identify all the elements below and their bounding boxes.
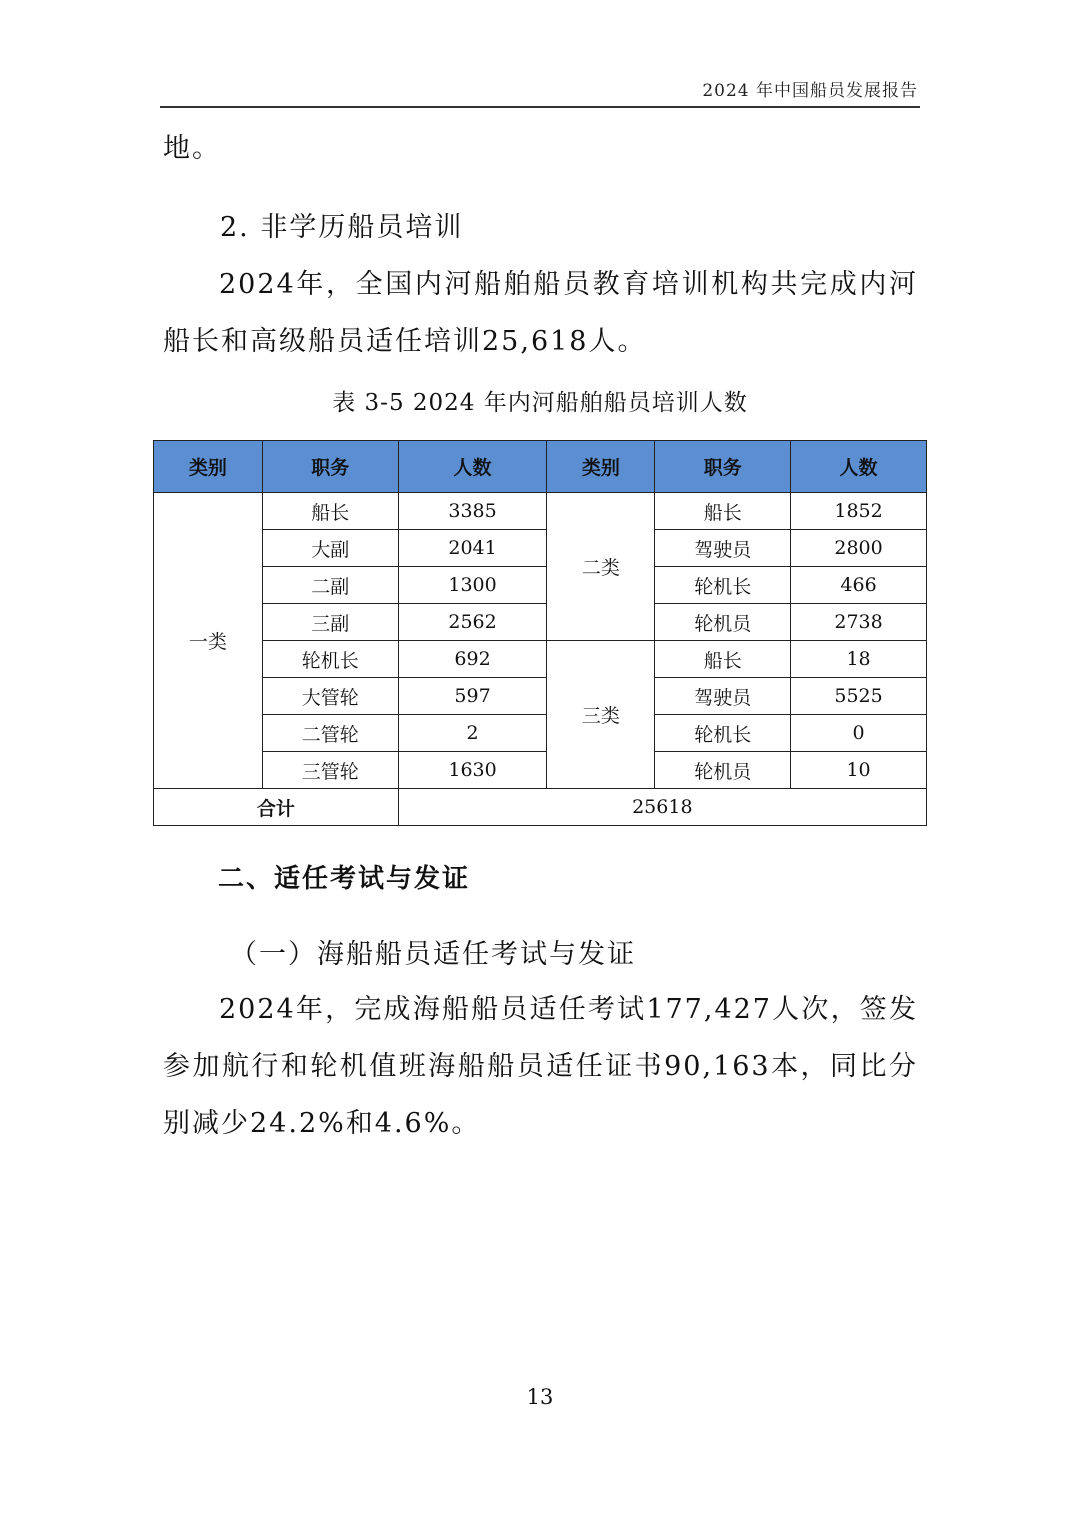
role-cell: 轮机长 <box>262 641 398 678</box>
count-cell: 3385 <box>398 493 547 530</box>
count-cell: 18 <box>791 641 927 678</box>
role-cell: 大管轮 <box>262 678 398 715</box>
count-cell: 2 <box>398 715 547 752</box>
header-count: 人数 <box>398 441 547 493</box>
header-role: 职务 <box>262 441 398 493</box>
page-number: 13 <box>526 1385 554 1409</box>
count-cell: 692 <box>398 641 547 678</box>
section-paragraph-training: 2024年，全国内河船舶船员教育培训机构共完成内河船长和高级船员适任培训25,618人。 <box>163 269 918 357</box>
table-row <box>154 752 927 789</box>
table-caption: 表 3-5 2024 年内河船舶船员培训人数 <box>332 390 748 416</box>
role-cell: 二副 <box>262 567 398 604</box>
role-cell: 三副 <box>262 604 398 641</box>
subsection-paragraph-seagoing: 2024年，完成海船船员适任考试177,427人次，签发参加航行和轮机值班海船船员适任证书90,163本，同比分别减少24.2%和4.6%。 <box>163 994 918 1139</box>
count-cell: 597 <box>398 678 547 715</box>
role-cell: 船长 <box>262 493 398 530</box>
header-count: 人数 <box>791 441 927 493</box>
role-cell: 轮机长 <box>655 567 791 604</box>
role-cell: 驾驶员 <box>655 530 791 567</box>
role-cell: 大副 <box>262 530 398 567</box>
count-cell: 2738 <box>791 604 927 641</box>
role-cell: 三管轮 <box>262 752 398 789</box>
training-count-table <box>153 440 927 826</box>
role-cell: 船长 <box>655 641 791 678</box>
count-cell: 10 <box>791 752 927 789</box>
role-cell: 二管轮 <box>262 715 398 752</box>
table-header-row <box>154 441 927 493</box>
table-row <box>154 493 927 530</box>
role-cell: 轮机员 <box>655 604 791 641</box>
total-label: 合计 <box>154 789 399 826</box>
table-row <box>154 567 927 604</box>
count-cell: 1630 <box>398 752 547 789</box>
table-row <box>154 641 927 678</box>
intro-fragment: 地。 <box>163 133 221 164</box>
running-header: 2024 年中国船员发展报告 <box>702 81 918 101</box>
category-cell: 三类 <box>547 641 655 789</box>
count-cell: 466 <box>791 567 927 604</box>
count-cell: 2800 <box>791 530 927 567</box>
category-cell: 二类 <box>547 493 655 641</box>
header-category: 类别 <box>547 441 655 493</box>
header-divider <box>160 106 920 108</box>
count-cell: 2562 <box>398 604 547 641</box>
count-cell: 2041 <box>398 530 547 567</box>
table-row <box>154 678 927 715</box>
role-cell: 驾驶员 <box>655 678 791 715</box>
table-row <box>154 604 927 641</box>
role-cell: 船长 <box>655 493 791 530</box>
total-value: 25618 <box>398 789 926 826</box>
category-cell: 一类 <box>154 493 263 789</box>
role-cell: 轮机员 <box>655 752 791 789</box>
header-role: 职务 <box>655 441 791 493</box>
subsection-heading-seagoing: （一）海船船员适任考试与发证 <box>230 939 636 970</box>
table-total-row <box>154 789 927 826</box>
chapter-heading-exam-certification: 二、适任考试与发证 <box>218 864 471 894</box>
count-cell: 5525 <box>791 678 927 715</box>
count-cell: 0 <box>791 715 927 752</box>
table-row <box>154 715 927 752</box>
count-cell: 1852 <box>791 493 927 530</box>
count-cell: 1300 <box>398 567 547 604</box>
section-heading-non-degree-training: 2. 非学历船员培训 <box>220 212 464 243</box>
table-row <box>154 530 927 567</box>
role-cell: 轮机长 <box>655 715 791 752</box>
header-category: 类别 <box>154 441 263 493</box>
